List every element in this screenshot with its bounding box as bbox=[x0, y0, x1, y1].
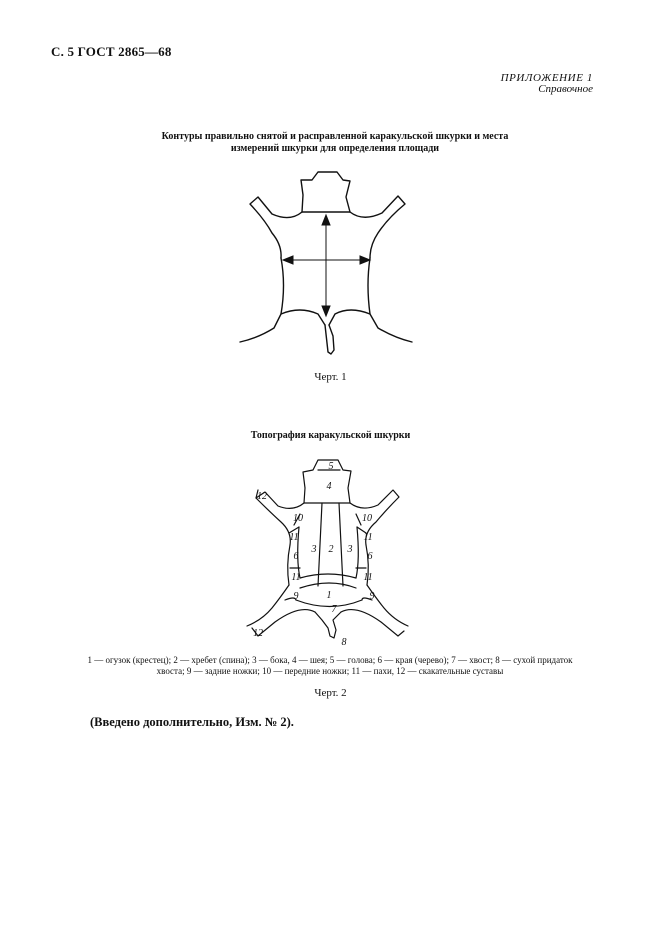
figure1-caption: Черт. 1 bbox=[314, 371, 347, 383]
label-12-lower: 12 bbox=[253, 628, 263, 639]
label-4: 4 bbox=[326, 481, 332, 492]
label-11-right-lower: 11 bbox=[363, 572, 373, 583]
label-3-right: 3 bbox=[347, 544, 353, 555]
label-9-right: 9 bbox=[369, 591, 375, 602]
legend-line2: хвоста; 9 — задние ножки; 10 — передние ножки; 11 — пахи, 12 — скакательные суставы bbox=[156, 666, 504, 676]
figure2-legend bbox=[30, 655, 630, 677]
legend-line1: 1 — огузок (крестец); 2 — хребет (спина); 3 — бока, 4 — шея; 5 — голова; 6 — края (черево); 7 — хвост; 8 — сухой придаток bbox=[87, 655, 573, 665]
page-header: С. 5 ГОСТ 2865—68 bbox=[51, 44, 172, 59]
figure1-title bbox=[60, 131, 610, 155]
label-5: 5 bbox=[328, 461, 334, 472]
label-10-right: 10 bbox=[362, 513, 372, 524]
label-11-left-upper: 11 bbox=[289, 532, 299, 543]
label-9-left: 9 bbox=[293, 591, 299, 602]
appendix-block bbox=[501, 73, 593, 95]
label-3-left: 3 bbox=[311, 544, 317, 555]
label-12-upper: 12 bbox=[257, 491, 267, 502]
figure1-pelt-outline bbox=[230, 160, 430, 360]
appendix-type: Справочное bbox=[538, 83, 593, 95]
label-11-right-upper: 11 bbox=[363, 532, 373, 543]
figure1-title-line2: измерений шкурки для определения площади bbox=[230, 143, 440, 154]
label-6-right: 6 bbox=[367, 551, 373, 562]
label-8: 8 bbox=[341, 637, 347, 648]
label-11-left-lower: 11 bbox=[291, 572, 301, 583]
figure2-caption: Черт. 2 bbox=[314, 687, 347, 699]
label-2: 2 bbox=[328, 544, 334, 555]
label-1: 1 bbox=[326, 590, 332, 601]
label-7: 7 bbox=[331, 604, 337, 615]
figure1-title-line1: Контуры правильно снятой и расправленной каракульской шкурки и места bbox=[161, 131, 509, 142]
appendix-title: ПРИЛОЖЕНИЕ 1 bbox=[500, 72, 593, 84]
amendment-note: (Введено дополнительно, Изм. № 2). bbox=[90, 715, 294, 729]
figure2-topography-diagram bbox=[240, 445, 420, 655]
label-10-left: 10 bbox=[293, 513, 303, 524]
label-6-left: 6 bbox=[293, 551, 299, 562]
figure2-title: Топография каракульской шкурки bbox=[250, 430, 411, 441]
